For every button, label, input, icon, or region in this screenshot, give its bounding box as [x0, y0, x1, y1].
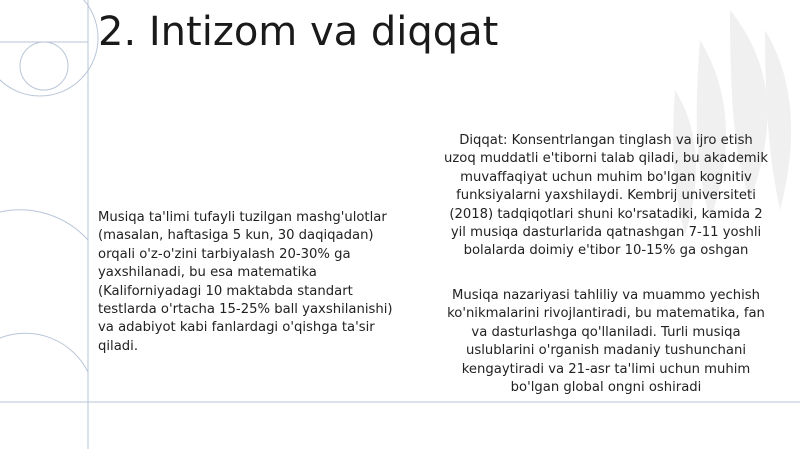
slide-title: 2. Intizom va diqqat: [98, 9, 499, 55]
lower-left-arc: [0, 210, 88, 240]
right-paragraph-attention: Diqqat: Konsentrlangan tinglash va ijro etish uzoq muddatli e'tiborni talab qiladi, bu akademik muvaffaqiyat uchun muhim bo'lgan kognitiv funksiyalarni yaxshilaydi. Kembrij universiteti (2018) tadqiqotlari shuni ko'rsatadiki, kamida 2 yil musiqa dasturlarida qatnashgan 7-11 yoshli bolalarda doimiy e'tibor 10-15% ga oshgan: [444, 133, 768, 259]
right-paragraph-theory: Musiqa nazariyasi tahliliy va muammo yechish ko'nikmalarini rivojlantiradi, bu matematika, fan va dasturlashga qo'llaniladi. Turli musiqa uslublarini o'rganish madaniy tushunchani kengaytiradi va 21-asr ta'limi uchun muhim bo'lgan global ongni oshiradi: [447, 288, 765, 396]
large-circle-outline: [0, 0, 98, 96]
small-circle-outline: [20, 42, 68, 90]
left-paragraph: Musiqa ta'limi tufayli tuzilgan mashg'ulotlar (masalan, haftasiga 5 kun, 30 daqiqadan) orqali o'z-o'zini tarbiyalash 20-30% ga yaxshilanadi, bu esa matematika (Kaliforniyadagi 10 maktabda standart testlarda o'rtacha 15-25% ball yaxshilanishi) va adabiyot kabi fanlardagi o'qishga ta'sir qiladi.: [98, 210, 393, 354]
bottom-left-arc: [0, 333, 88, 372]
